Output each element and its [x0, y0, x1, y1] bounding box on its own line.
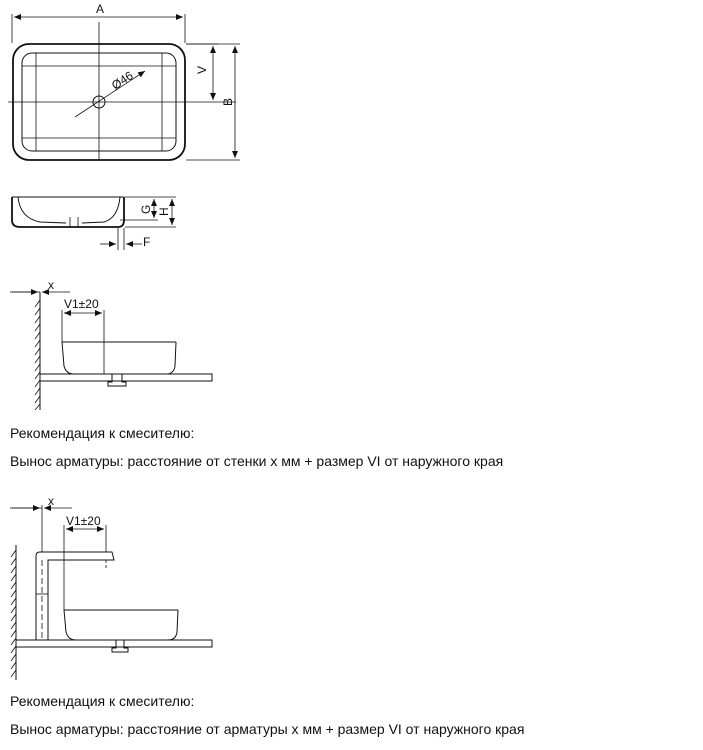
side-basin-outline [12, 197, 124, 227]
countertop [40, 374, 212, 381]
wall-recommendation-title: Рекомендация к смесителю: [10, 425, 195, 441]
side-view [12, 197, 176, 250]
faucet-body [36, 552, 114, 640]
dim-b-label: B [221, 97, 235, 106]
wall-dim-x-label: x [48, 278, 54, 292]
wall-basin [62, 342, 176, 374]
dim-v-label: V [195, 65, 209, 74]
dim-hole-label: Ø46 [109, 68, 136, 93]
dim-f-label: F [143, 235, 151, 249]
dim-hole-leader [75, 71, 145, 117]
deck-recommendation-title: Рекомендация к смесителю: [10, 693, 195, 709]
dim-g-label: G [139, 204, 153, 214]
wall-recommendation-text: Вынос арматуры: расстояние от стенки x мм + размер VI от наружного края [10, 453, 504, 469]
deck-recommendation-text: Вынос арматуры: расстояние от арматуры x мм + размер VI от наружного края [10, 721, 525, 737]
deck-dim-x-label: x [48, 494, 54, 508]
deck-basin [64, 610, 178, 640]
countertop-2 [16, 640, 212, 647]
dim-a-label: A [96, 2, 105, 16]
top-view [8, 2, 240, 160]
dim-h-label: H [157, 207, 171, 216]
install-wall-drawing [10, 278, 212, 410]
install-deck-drawing [10, 494, 212, 680]
deck-dim-v1-label: V1±20 [66, 514, 101, 528]
wall-dim-v1-label: V1±20 [64, 297, 99, 311]
